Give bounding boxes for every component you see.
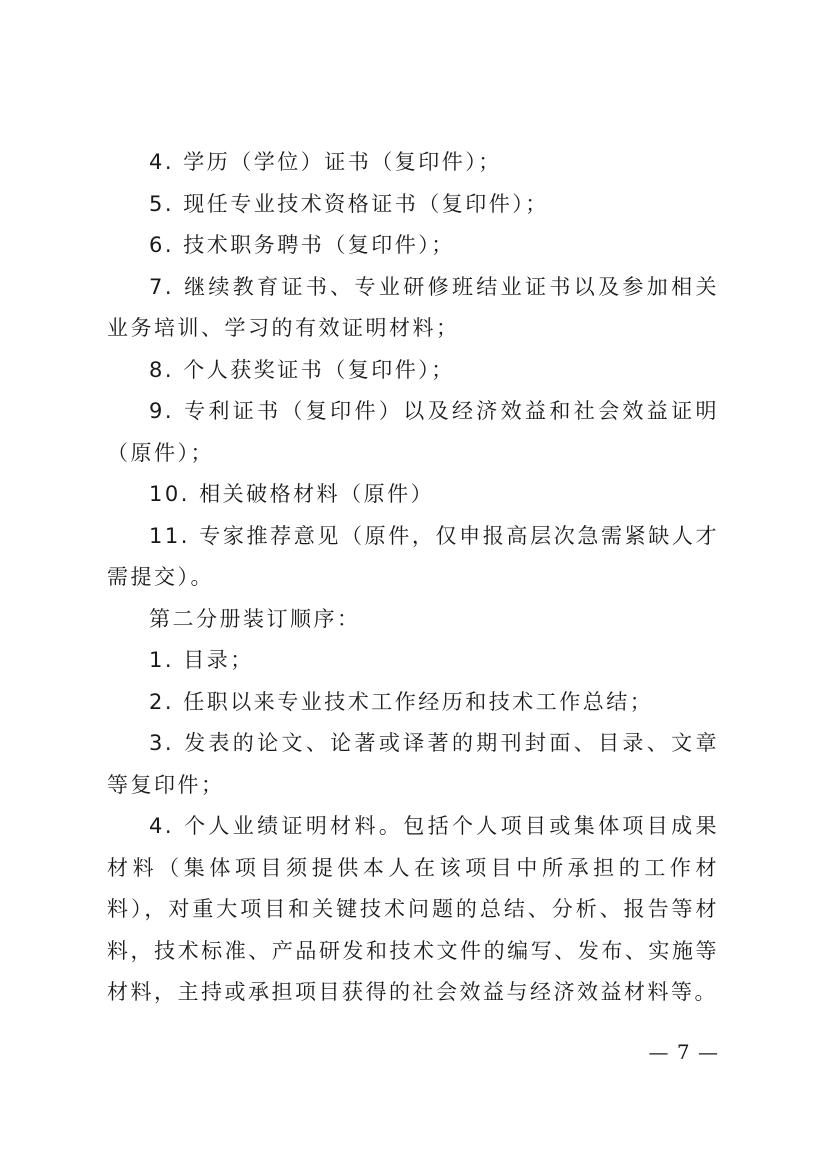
item-10-exception-materials: 10. 相关破格材料（原件） <box>149 482 435 506</box>
item-5-qualification-certificate: 5. 现任专业技术资格证书（复印件）； <box>149 191 549 216</box>
section-heading-volume-two: 第二分册装订顺序： <box>149 606 361 631</box>
item-11-expert-recommendation: 11. 专家推荐意见（原件，仅申报高层次急需紧缺人才需提交）。 <box>107 523 719 589</box>
vol2-item-2-work-summary: 2. 任职以来专业技术工作经历和技术工作总结； <box>149 689 654 714</box>
page-number: — 7 — <box>648 1040 719 1064</box>
vol2-item-3-publications: 3. 发表的论文、论著或译著的期刊封面、目录、文章等复印件； <box>107 731 719 797</box>
vol2-item-4-performance-proof: 4. 个人业绩证明材料。包括个人项目或集体项目成果材料（集体项目须提供本人在该项目中所承担的工作材料），对重大项目和关键技术问题的总结、分析、报告等材料，技术标准、产品研发和技术文件的编写、发布、实施等材料，主持或承担项目获得的社会效益与经济效益材料等。 <box>107 814 719 1004</box>
item-8-award-certificate: 8. 个人获奖证书（复印件）； <box>149 357 455 382</box>
document-body <box>107 142 719 1014</box>
item-6-appointment-letter: 6. 技术职务聘书（复印件）； <box>149 233 455 257</box>
item-4-education-certificate: 4. 学历（学位）证书（复印件）； <box>149 150 502 174</box>
item-9-patent-certificate: 9. 专利证书（复印件）以及经济效益和社会效益证明（原件）； <box>107 399 719 465</box>
item-7-continuing-education: 7. 继续教育证书、专业研修班结业证书以及参加相关业务培训、学习的有效证明材料； <box>107 274 719 340</box>
vol2-item-1-contents: 1. 目录； <box>149 648 254 672</box>
